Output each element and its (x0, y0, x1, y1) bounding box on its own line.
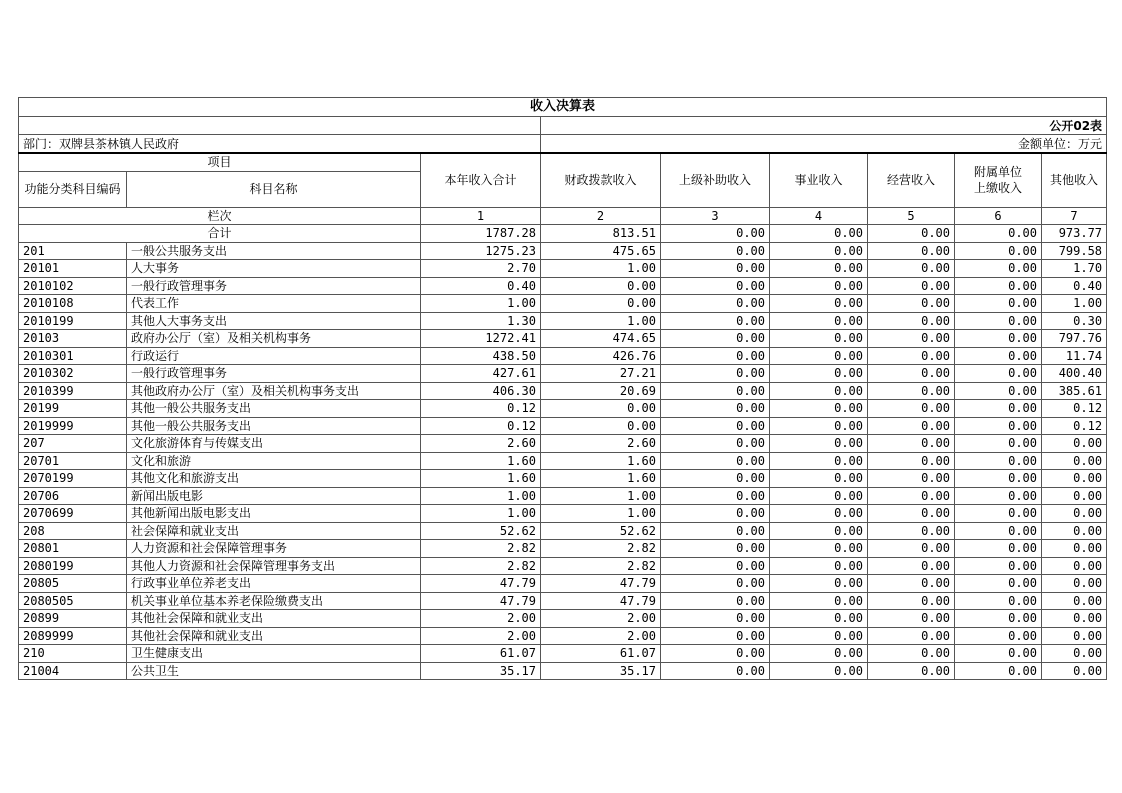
row-value: 0.00 (1042, 627, 1107, 645)
row-name: 行政事业单位养老支出 (127, 575, 421, 593)
row-value: 0.00 (661, 365, 770, 383)
row-value: 1.00 (421, 295, 541, 313)
row-value: 0.00 (1042, 557, 1107, 575)
row-value: 0.00 (955, 522, 1042, 540)
row-value: 438.50 (421, 347, 541, 365)
row-value: 1.60 (421, 452, 541, 470)
row-value: 0.00 (770, 417, 868, 435)
row-value: 2.82 (541, 557, 661, 575)
table-row (19, 470, 1107, 488)
row-value: 0.00 (1042, 522, 1107, 540)
row-value: 0.00 (661, 242, 770, 260)
row-value: 0.00 (770, 610, 868, 628)
title-row (19, 98, 1107, 117)
row-name: 机关事业单位基本养老保险缴费支出 (127, 592, 421, 610)
info-row (19, 135, 1107, 154)
row-value: 1.00 (541, 487, 661, 505)
row-value: 1.60 (541, 470, 661, 488)
row-value: 0.00 (661, 330, 770, 348)
row-value: 0.00 (661, 662, 770, 680)
row-value: 1.60 (421, 470, 541, 488)
row-value: 0.00 (868, 522, 955, 540)
row-value: 0.00 (955, 470, 1042, 488)
table-row (19, 610, 1107, 628)
row-value: 0.00 (868, 435, 955, 453)
row-value: 0.00 (770, 470, 868, 488)
row-value: 0.00 (955, 662, 1042, 680)
row-value: 0.12 (421, 417, 541, 435)
row-value: 0.00 (868, 645, 955, 663)
row-value: 0.00 (661, 312, 770, 330)
row-name: 其他社会保障和就业支出 (127, 610, 421, 628)
header-name: 科目名称 (127, 171, 421, 207)
row-value: 2.82 (421, 540, 541, 558)
row-code: 208 (19, 522, 127, 540)
row-value: 0.00 (541, 400, 661, 418)
table-row (19, 540, 1107, 558)
header-business: 事业收入 (770, 153, 868, 207)
row-value: 0.00 (770, 575, 868, 593)
column-number: 7 (1042, 207, 1107, 225)
unit-label: 金额单位：万元 (541, 135, 1107, 154)
row-value: 0.00 (955, 645, 1042, 663)
row-value: 0.00 (868, 330, 955, 348)
row-value: 27.21 (541, 365, 661, 383)
row-value: 0.00 (955, 330, 1042, 348)
row-code: 21004 (19, 662, 127, 680)
row-value: 0.00 (661, 295, 770, 313)
row-code: 2089999 (19, 627, 127, 645)
row-value: 0.00 (955, 575, 1042, 593)
row-value: 0.00 (1042, 592, 1107, 610)
table-row (19, 505, 1107, 523)
total-value: 813.51 (541, 225, 661, 243)
row-value: 0.00 (955, 557, 1042, 575)
row-value: 1275.23 (421, 242, 541, 260)
row-value: 0.00 (770, 540, 868, 558)
row-value: 0.00 (868, 662, 955, 680)
row-value: 0.00 (1042, 645, 1107, 663)
row-value: 2.82 (421, 557, 541, 575)
row-name: 其他新闻出版电影支出 (127, 505, 421, 523)
row-value: 0.00 (770, 295, 868, 313)
row-value: 1.30 (421, 312, 541, 330)
row-value: 2.00 (541, 610, 661, 628)
header-affiliated: 附属单位上缴收入 (955, 153, 1042, 207)
row-value: 0.00 (955, 487, 1042, 505)
table-row (19, 382, 1107, 400)
row-name: 其他社会保障和就业支出 (127, 627, 421, 645)
row-value: 0.00 (868, 365, 955, 383)
row-value: 0.00 (770, 242, 868, 260)
row-value: 1.70 (1042, 260, 1107, 278)
row-value: 61.07 (541, 645, 661, 663)
row-value: 0.00 (770, 435, 868, 453)
row-value: 52.62 (541, 522, 661, 540)
row-value: 0.00 (955, 540, 1042, 558)
row-name: 新闻出版电影 (127, 487, 421, 505)
total-value: 973.77 (1042, 225, 1107, 243)
row-name: 行政运行 (127, 347, 421, 365)
row-value: 2.00 (421, 627, 541, 645)
row-value: 11.74 (1042, 347, 1107, 365)
row-value: 0.00 (1042, 435, 1107, 453)
row-name: 文化旅游体育与传媒支出 (127, 435, 421, 453)
row-value: 0.00 (955, 242, 1042, 260)
row-value: 0.00 (661, 277, 770, 295)
row-value: 35.17 (421, 662, 541, 680)
row-value: 474.65 (541, 330, 661, 348)
row-value: 1.00 (421, 505, 541, 523)
row-value: 0.00 (868, 260, 955, 278)
row-value: 0.00 (770, 400, 868, 418)
row-value: 0.12 (1042, 400, 1107, 418)
row-code: 20199 (19, 400, 127, 418)
row-value: 0.00 (955, 452, 1042, 470)
row-value: 0.00 (661, 260, 770, 278)
column-number: 6 (955, 207, 1042, 225)
row-name: 一般行政管理事务 (127, 277, 421, 295)
row-value: 0.00 (868, 505, 955, 523)
row-name: 社会保障和就业支出 (127, 522, 421, 540)
row-value: 0.00 (770, 277, 868, 295)
row-value: 0.00 (1042, 540, 1107, 558)
row-value: 0.00 (541, 295, 661, 313)
row-value: 0.00 (868, 452, 955, 470)
row-value: 0.00 (955, 610, 1042, 628)
row-value: 0.40 (1042, 277, 1107, 295)
total-value: 0.00 (770, 225, 868, 243)
row-value: 0.00 (770, 645, 868, 663)
row-value: 0.00 (661, 592, 770, 610)
row-value: 0.00 (661, 540, 770, 558)
row-code: 2010108 (19, 295, 127, 313)
row-value: 0.00 (955, 382, 1042, 400)
row-value: 20.69 (541, 382, 661, 400)
row-value: 0.00 (770, 382, 868, 400)
row-value: 0.12 (421, 400, 541, 418)
row-value: 0.00 (868, 557, 955, 575)
row-value: 1.00 (1042, 295, 1107, 313)
row-value: 400.40 (1042, 365, 1107, 383)
table-row (19, 417, 1107, 435)
row-value: 0.00 (661, 382, 770, 400)
row-value: 2.00 (421, 610, 541, 628)
row-value: 47.79 (421, 575, 541, 593)
row-code: 20103 (19, 330, 127, 348)
row-name: 政府办公厅（室）及相关机构事务 (127, 330, 421, 348)
row-value: 0.00 (868, 277, 955, 295)
row-value: 0.00 (1042, 610, 1107, 628)
row-value: 0.00 (661, 435, 770, 453)
row-value: 0.00 (868, 487, 955, 505)
table-row (19, 645, 1107, 663)
row-value: 799.58 (1042, 242, 1107, 260)
row-code: 20701 (19, 452, 127, 470)
row-name: 代表工作 (127, 295, 421, 313)
row-value: 0.00 (661, 505, 770, 523)
row-value: 0.00 (770, 365, 868, 383)
row-code: 210 (19, 645, 127, 663)
row-value: 0.00 (1042, 487, 1107, 505)
row-value: 47.79 (421, 592, 541, 610)
row-value: 0.00 (770, 557, 868, 575)
row-value: 61.07 (421, 645, 541, 663)
row-value: 0.00 (770, 627, 868, 645)
row-code: 2010302 (19, 365, 127, 383)
row-code: 20899 (19, 610, 127, 628)
row-value: 0.00 (541, 277, 661, 295)
row-value: 0.00 (1042, 505, 1107, 523)
row-value: 0.00 (661, 557, 770, 575)
header-fiscal: 财政拨款收入 (541, 153, 661, 207)
row-code: 2019999 (19, 417, 127, 435)
column-number: 4 (770, 207, 868, 225)
row-value: 0.00 (770, 312, 868, 330)
row-name: 卫生健康支出 (127, 645, 421, 663)
row-value: 47.79 (541, 592, 661, 610)
row-value: 0.00 (770, 487, 868, 505)
row-value: 385.61 (1042, 382, 1107, 400)
row-value: 0.00 (770, 662, 868, 680)
form-code: 公开02表 (541, 117, 1107, 135)
form-code-row (19, 117, 1107, 135)
row-value: 0.00 (955, 505, 1042, 523)
row-code: 2080505 (19, 592, 127, 610)
row-value: 0.00 (955, 435, 1042, 453)
income-statement-table (18, 97, 1107, 680)
row-code: 2010199 (19, 312, 127, 330)
table-row (19, 452, 1107, 470)
row-name: 其他一般公共服务支出 (127, 400, 421, 418)
total-value: 0.00 (661, 225, 770, 243)
table-row (19, 312, 1107, 330)
row-value: 0.00 (955, 627, 1042, 645)
row-value: 0.00 (955, 400, 1042, 418)
row-value: 2.60 (421, 435, 541, 453)
header-item: 项目 (19, 153, 421, 171)
row-name: 其他政府办公厅（室）及相关机构事务支出 (127, 382, 421, 400)
row-value: 0.00 (661, 452, 770, 470)
row-value: 0.00 (868, 627, 955, 645)
header-total: 本年收入合计 (421, 153, 541, 207)
row-value: 1.60 (541, 452, 661, 470)
table-row (19, 277, 1107, 295)
header-superior: 上级补助收入 (661, 153, 770, 207)
row-value: 0.00 (661, 627, 770, 645)
row-value: 0.00 (955, 295, 1042, 313)
row-value: 1.00 (421, 487, 541, 505)
row-value: 0.00 (868, 295, 955, 313)
row-name: 一般公共服务支出 (127, 242, 421, 260)
table-row (19, 662, 1107, 680)
row-value: 0.00 (661, 645, 770, 663)
row-value: 0.00 (661, 347, 770, 365)
row-value: 0.00 (770, 505, 868, 523)
header-row-1 (19, 153, 1107, 171)
row-value: 47.79 (541, 575, 661, 593)
row-name: 文化和旅游 (127, 452, 421, 470)
row-value: 0.00 (770, 452, 868, 470)
row-value: 0.00 (1042, 662, 1107, 680)
row-name: 一般行政管理事务 (127, 365, 421, 383)
row-value: 0.00 (868, 575, 955, 593)
row-code: 20801 (19, 540, 127, 558)
header-other: 其他收入 (1042, 153, 1107, 207)
row-value: 0.00 (868, 470, 955, 488)
row-value: 2.00 (541, 627, 661, 645)
row-value: 0.00 (661, 610, 770, 628)
column-number: 3 (661, 207, 770, 225)
row-code: 20101 (19, 260, 127, 278)
row-value: 2.82 (541, 540, 661, 558)
row-value: 0.30 (1042, 312, 1107, 330)
total-label: 合计 (19, 225, 421, 243)
table-title: 收入决算表 (19, 98, 1107, 117)
row-value: 797.76 (1042, 330, 1107, 348)
row-code: 2010399 (19, 382, 127, 400)
row-value: 0.00 (868, 610, 955, 628)
row-name: 其他人力资源和社会保障管理事务支出 (127, 557, 421, 575)
column-number-label: 栏次 (19, 207, 421, 225)
table-row (19, 347, 1107, 365)
row-code: 207 (19, 435, 127, 453)
table-row (19, 365, 1107, 383)
row-value: 0.00 (868, 400, 955, 418)
row-code: 20805 (19, 575, 127, 593)
table-row (19, 295, 1107, 313)
row-value: 2.70 (421, 260, 541, 278)
row-value: 0.00 (955, 347, 1042, 365)
table-row (19, 627, 1107, 645)
row-value: 0.00 (661, 470, 770, 488)
table-row (19, 592, 1107, 610)
row-value: 0.00 (661, 522, 770, 540)
total-value: 1787.28 (421, 225, 541, 243)
row-value: 2.60 (541, 435, 661, 453)
row-value: 0.00 (770, 347, 868, 365)
row-value: 0.00 (868, 592, 955, 610)
row-value: 0.00 (955, 365, 1042, 383)
row-value: 475.65 (541, 242, 661, 260)
row-value: 0.00 (1042, 575, 1107, 593)
row-name: 其他一般公共服务支出 (127, 417, 421, 435)
row-value: 0.00 (770, 260, 868, 278)
row-value: 0.00 (955, 277, 1042, 295)
row-value: 0.00 (770, 330, 868, 348)
department-label: 部门：双牌县茶林镇人民政府 (19, 135, 541, 154)
table-row (19, 435, 1107, 453)
row-name: 公共卫生 (127, 662, 421, 680)
row-value: 0.40 (421, 277, 541, 295)
table-row (19, 557, 1107, 575)
row-value: 0.12 (1042, 417, 1107, 435)
row-value: 0.00 (770, 592, 868, 610)
row-value: 427.61 (421, 365, 541, 383)
row-value: 1.00 (541, 312, 661, 330)
row-code: 2080199 (19, 557, 127, 575)
row-code: 20706 (19, 487, 127, 505)
row-value: 0.00 (955, 592, 1042, 610)
row-value: 0.00 (868, 540, 955, 558)
row-name: 其他人大事务支出 (127, 312, 421, 330)
row-value: 0.00 (868, 382, 955, 400)
row-value: 0.00 (1042, 470, 1107, 488)
row-name: 其他文化和旅游支出 (127, 470, 421, 488)
row-value: 0.00 (868, 312, 955, 330)
header-code: 功能分类科目编码 (19, 171, 127, 207)
row-value: 1272.41 (421, 330, 541, 348)
row-value: 0.00 (955, 260, 1042, 278)
total-value: 0.00 (955, 225, 1042, 243)
table-row (19, 400, 1107, 418)
row-name: 人大事务 (127, 260, 421, 278)
table-row (19, 260, 1107, 278)
column-number: 2 (541, 207, 661, 225)
row-code: 201 (19, 242, 127, 260)
row-value: 1.00 (541, 260, 661, 278)
row-value: 0.00 (661, 575, 770, 593)
column-number-row (19, 207, 1107, 225)
row-name: 人力资源和社会保障管理事务 (127, 540, 421, 558)
header-operating: 经营收入 (868, 153, 955, 207)
table-row (19, 522, 1107, 540)
row-value: 0.00 (868, 242, 955, 260)
total-value: 0.00 (868, 225, 955, 243)
row-value: 0.00 (955, 312, 1042, 330)
table-row (19, 330, 1107, 348)
row-value: 0.00 (770, 522, 868, 540)
row-value: 0.00 (541, 417, 661, 435)
row-value: 426.76 (541, 347, 661, 365)
table-row (19, 487, 1107, 505)
row-value: 35.17 (541, 662, 661, 680)
row-value: 0.00 (661, 400, 770, 418)
row-value: 0.00 (661, 417, 770, 435)
total-row (19, 225, 1107, 243)
row-value: 0.00 (868, 347, 955, 365)
row-code: 2010301 (19, 347, 127, 365)
row-value: 406.30 (421, 382, 541, 400)
row-code: 2010102 (19, 277, 127, 295)
row-code: 2070199 (19, 470, 127, 488)
row-value: 1.00 (541, 505, 661, 523)
table-row (19, 575, 1107, 593)
row-value: 0.00 (955, 417, 1042, 435)
row-value: 0.00 (1042, 452, 1107, 470)
row-value: 52.62 (421, 522, 541, 540)
column-number: 5 (868, 207, 955, 225)
table-row (19, 242, 1107, 260)
row-code: 2070699 (19, 505, 127, 523)
row-value: 0.00 (868, 417, 955, 435)
row-value: 0.00 (661, 487, 770, 505)
column-number: 1 (421, 207, 541, 225)
